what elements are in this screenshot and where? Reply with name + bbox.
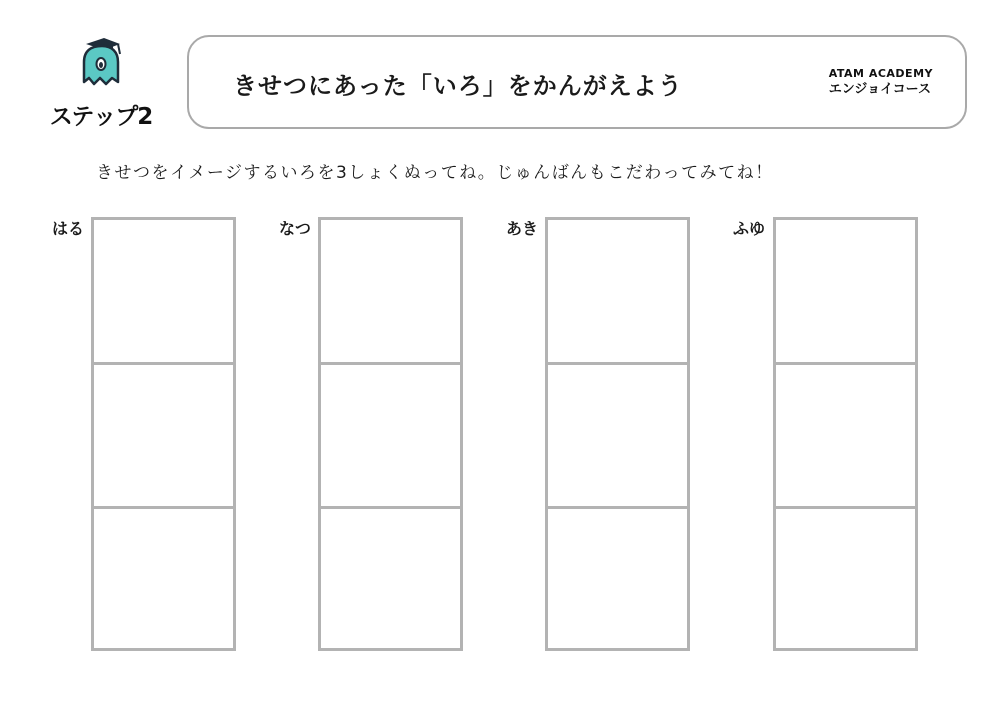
season-label-winter: ふゆ <box>733 219 766 238</box>
title-box <box>187 35 967 129</box>
cell-divider <box>776 362 915 365</box>
brand-name-en: ATAM ACADEMY <box>828 67 933 80</box>
season-label-summer: なつ <box>279 219 312 238</box>
season-column-spring <box>91 217 236 651</box>
season-column-autumn <box>545 217 690 651</box>
cell-divider <box>776 506 915 509</box>
step-label: ステップ2 <box>49 104 153 130</box>
cell-divider <box>548 362 687 365</box>
cell-divider <box>94 506 233 509</box>
instruction-text: きせつをイメージするいろを3しょくぬってね。じゅんばんもこだわってみてね！ <box>96 163 774 183</box>
season-column-winter <box>773 217 918 651</box>
season-column-summer <box>318 217 463 651</box>
season-label-autumn: あき <box>506 219 539 238</box>
brand-course-jp: エンジョイコース <box>828 82 931 97</box>
cell-divider <box>94 362 233 365</box>
season-label-spring: はる <box>52 219 85 238</box>
cell-divider <box>548 506 687 509</box>
ghost-mascot-icon <box>76 36 126 92</box>
brand-logo <box>829 67 933 99</box>
cell-divider <box>321 362 460 365</box>
page-title: きせつにあった「いろ」をかんがえよう <box>233 72 683 100</box>
cell-divider <box>321 506 460 509</box>
step-logo <box>46 34 156 130</box>
